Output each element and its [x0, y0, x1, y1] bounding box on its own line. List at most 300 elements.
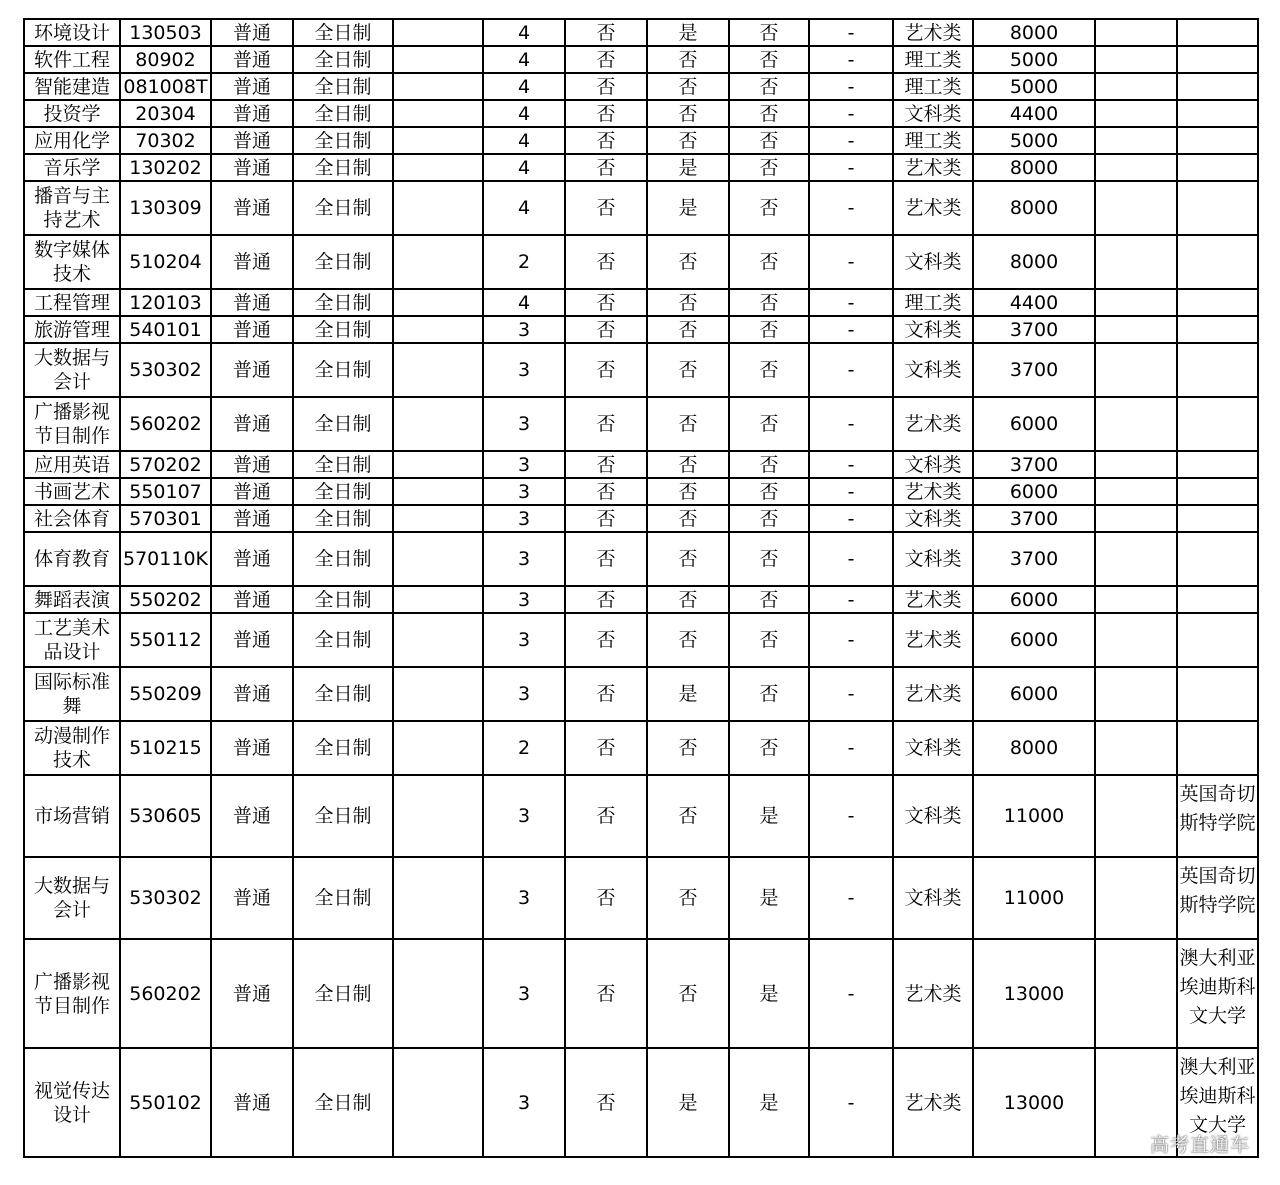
cell-partner	[1177, 154, 1258, 181]
watermark-text: 高考直通车	[1149, 1134, 1250, 1156]
cell-major: 应用英语	[24, 451, 120, 478]
cell-fee: 6000	[973, 667, 1095, 721]
cell-extra	[393, 181, 483, 235]
cell-category: 理工类	[893, 289, 973, 316]
cell-dash: -	[809, 775, 893, 857]
cell-years: 3	[483, 397, 565, 451]
cell-fee: 3700	[973, 505, 1095, 532]
cell-fee: 8000	[973, 181, 1095, 235]
cell-mode: 全日制	[293, 316, 393, 343]
cell-years: 3	[483, 857, 565, 939]
cell-c1: 否	[565, 667, 647, 721]
cell-c2: 否	[647, 397, 729, 451]
cell-c2: 否	[647, 721, 729, 775]
cell-extra	[393, 1048, 483, 1157]
cell-mode: 全日制	[293, 397, 393, 451]
cell-c3: 否	[729, 397, 809, 451]
cell-extra	[393, 289, 483, 316]
cell-code: 081008T	[120, 73, 211, 100]
cell-major: 应用化学	[24, 127, 120, 154]
cell-level: 普通	[211, 857, 293, 939]
cell-code: 130309	[120, 181, 211, 235]
cell-fee: 6000	[973, 397, 1095, 451]
cell-category: 文科类	[893, 505, 973, 532]
cell-note	[1095, 505, 1177, 532]
cell-note	[1095, 73, 1177, 100]
cell-category: 理工类	[893, 46, 973, 73]
table-row	[24, 1048, 1258, 1157]
cell-level: 普通	[211, 505, 293, 532]
cell-partner	[1177, 181, 1258, 235]
cell-category: 文科类	[893, 451, 973, 478]
cell-mode: 全日制	[293, 289, 393, 316]
cell-note	[1095, 181, 1177, 235]
cell-partner	[1177, 397, 1258, 451]
cell-dash: -	[809, 397, 893, 451]
cell-partner	[1177, 451, 1258, 478]
table-row	[24, 181, 1258, 235]
cell-dash: -	[809, 532, 893, 586]
cell-note	[1095, 397, 1177, 451]
cell-mode: 全日制	[293, 667, 393, 721]
cell-c2: 否	[647, 451, 729, 478]
cell-dash: -	[809, 613, 893, 667]
cell-c1: 否	[565, 316, 647, 343]
cell-fee: 13000	[973, 1048, 1095, 1157]
table-row	[24, 775, 1258, 857]
cell-major: 旅游管理	[24, 316, 120, 343]
cell-extra	[393, 73, 483, 100]
table-row	[24, 667, 1258, 721]
cell-extra	[393, 532, 483, 586]
cell-major: 动漫制作技术	[24, 721, 120, 775]
table-row	[24, 127, 1258, 154]
cell-level: 普通	[211, 613, 293, 667]
cell-c1: 否	[565, 235, 647, 289]
cell-major: 智能建造	[24, 73, 120, 100]
cell-c1: 否	[565, 181, 647, 235]
cell-note	[1095, 775, 1177, 857]
cell-extra	[393, 19, 483, 46]
cell-partner	[1177, 721, 1258, 775]
cell-level: 普通	[211, 586, 293, 613]
cell-extra	[393, 316, 483, 343]
cell-category: 艺术类	[893, 667, 973, 721]
programs-table	[23, 18, 1259, 1158]
cell-mode: 全日制	[293, 775, 393, 857]
cell-extra	[393, 721, 483, 775]
cell-extra	[393, 100, 483, 127]
cell-c1: 否	[565, 19, 647, 46]
cell-category: 艺术类	[893, 397, 973, 451]
cell-category: 文科类	[893, 775, 973, 857]
cell-major: 广播影视节目制作	[24, 397, 120, 451]
cell-c2: 否	[647, 289, 729, 316]
cell-partner	[1177, 316, 1258, 343]
cell-major: 环境设计	[24, 19, 120, 46]
cell-partner	[1177, 478, 1258, 505]
cell-code: 570202	[120, 451, 211, 478]
cell-c2: 是	[647, 181, 729, 235]
cell-mode: 全日制	[293, 46, 393, 73]
cell-level: 普通	[211, 19, 293, 46]
cell-major: 市场营销	[24, 775, 120, 857]
cell-years: 4	[483, 19, 565, 46]
cell-mode: 全日制	[293, 100, 393, 127]
cell-mode: 全日制	[293, 73, 393, 100]
cell-dash: -	[809, 127, 893, 154]
table-row	[24, 532, 1258, 586]
cell-level: 普通	[211, 532, 293, 586]
cell-partner	[1177, 586, 1258, 613]
cell-note	[1095, 451, 1177, 478]
cell-years: 4	[483, 127, 565, 154]
table-row	[24, 343, 1258, 397]
cell-category: 理工类	[893, 127, 973, 154]
cell-note	[1095, 100, 1177, 127]
cell-level: 普通	[211, 775, 293, 857]
cell-c3: 否	[729, 289, 809, 316]
cell-major: 舞蹈表演	[24, 586, 120, 613]
cell-partner	[1177, 46, 1258, 73]
cell-major: 投资学	[24, 100, 120, 127]
cell-years: 3	[483, 478, 565, 505]
cell-c2: 否	[647, 775, 729, 857]
cell-extra	[393, 127, 483, 154]
cell-code: 530302	[120, 857, 211, 939]
cell-note	[1095, 316, 1177, 343]
cell-category: 文科类	[893, 235, 973, 289]
cell-dash: -	[809, 451, 893, 478]
cell-extra	[393, 939, 483, 1048]
cell-extra	[393, 343, 483, 397]
cell-c3: 是	[729, 1048, 809, 1157]
table-row	[24, 721, 1258, 775]
cell-years: 3	[483, 667, 565, 721]
cell-c1: 否	[565, 397, 647, 451]
cell-mode: 全日制	[293, 939, 393, 1048]
cell-level: 普通	[211, 181, 293, 235]
cell-c3: 否	[729, 100, 809, 127]
cell-code: 570110K	[120, 532, 211, 586]
cell-c3: 否	[729, 532, 809, 586]
cell-c2: 否	[647, 586, 729, 613]
cell-fee: 3700	[973, 451, 1095, 478]
cell-fee: 11000	[973, 775, 1095, 857]
cell-partner	[1177, 505, 1258, 532]
cell-note	[1095, 939, 1177, 1048]
table-row	[24, 154, 1258, 181]
cell-level: 普通	[211, 667, 293, 721]
cell-fee: 5000	[973, 127, 1095, 154]
cell-level: 普通	[211, 100, 293, 127]
cell-extra	[393, 667, 483, 721]
cell-mode: 全日制	[293, 154, 393, 181]
cell-major: 广播影视节目制作	[24, 939, 120, 1048]
cell-partner	[1177, 343, 1258, 397]
cell-years: 4	[483, 181, 565, 235]
table-row	[24, 857, 1258, 939]
cell-mode: 全日制	[293, 19, 393, 46]
cell-c3: 否	[729, 721, 809, 775]
cell-fee: 4400	[973, 100, 1095, 127]
cell-code: 530605	[120, 775, 211, 857]
cell-c2: 否	[647, 100, 729, 127]
cell-c3: 是	[729, 939, 809, 1048]
cell-major: 数字媒体技术	[24, 235, 120, 289]
cell-category: 文科类	[893, 343, 973, 397]
cell-years: 3	[483, 505, 565, 532]
cell-c3: 否	[729, 46, 809, 73]
table-row	[24, 100, 1258, 127]
cell-category: 艺术类	[893, 939, 973, 1048]
cell-dash: -	[809, 857, 893, 939]
cell-note	[1095, 127, 1177, 154]
cell-extra	[393, 505, 483, 532]
cell-extra	[393, 857, 483, 939]
cell-fee: 3700	[973, 316, 1095, 343]
cell-code: 510204	[120, 235, 211, 289]
cell-code: 80902	[120, 46, 211, 73]
cell-dash: -	[809, 19, 893, 46]
cell-dash: -	[809, 1048, 893, 1157]
cell-c1: 否	[565, 100, 647, 127]
cell-c2: 否	[647, 478, 729, 505]
cell-code: 510215	[120, 721, 211, 775]
cell-major: 国际标准舞	[24, 667, 120, 721]
cell-category: 文科类	[893, 721, 973, 775]
cell-c2: 否	[647, 343, 729, 397]
cell-c1: 否	[565, 505, 647, 532]
cell-level: 普通	[211, 235, 293, 289]
cell-years: 3	[483, 939, 565, 1048]
cell-fee: 4400	[973, 289, 1095, 316]
cell-c3: 否	[729, 478, 809, 505]
cell-c2: 是	[647, 19, 729, 46]
cell-dash: -	[809, 73, 893, 100]
cell-c3: 否	[729, 73, 809, 100]
cell-c2: 否	[647, 73, 729, 100]
cell-dash: -	[809, 721, 893, 775]
cell-years: 4	[483, 46, 565, 73]
cell-c1: 否	[565, 857, 647, 939]
cell-mode: 全日制	[293, 532, 393, 586]
cell-years: 4	[483, 154, 565, 181]
cell-level: 普通	[211, 343, 293, 397]
cell-level: 普通	[211, 1048, 293, 1157]
cell-mode: 全日制	[293, 721, 393, 775]
cell-code: 550102	[120, 1048, 211, 1157]
cell-dash: -	[809, 939, 893, 1048]
cell-note	[1095, 667, 1177, 721]
cell-partner	[1177, 289, 1258, 316]
cell-level: 普通	[211, 154, 293, 181]
cell-code: 570301	[120, 505, 211, 532]
cell-c1: 否	[565, 343, 647, 397]
cell-dash: -	[809, 343, 893, 397]
cell-c2: 否	[647, 939, 729, 1048]
cell-extra	[393, 235, 483, 289]
cell-code: 560202	[120, 939, 211, 1048]
cell-code: 130503	[120, 19, 211, 46]
cell-note	[1095, 532, 1177, 586]
cell-major: 视觉传达设计	[24, 1048, 120, 1157]
cell-mode: 全日制	[293, 181, 393, 235]
cell-category: 艺术类	[893, 613, 973, 667]
cell-note	[1095, 235, 1177, 289]
cell-fee: 11000	[973, 857, 1095, 939]
cell-category: 艺术类	[893, 478, 973, 505]
cell-mode: 全日制	[293, 127, 393, 154]
cell-c1: 否	[565, 46, 647, 73]
cell-fee: 8000	[973, 154, 1095, 181]
cell-extra	[393, 397, 483, 451]
cell-partner	[1177, 73, 1258, 100]
cell-dash: -	[809, 46, 893, 73]
cell-c1: 否	[565, 289, 647, 316]
cell-code: 130202	[120, 154, 211, 181]
cell-c2: 否	[647, 532, 729, 586]
cell-years: 3	[483, 775, 565, 857]
cell-note	[1095, 343, 1177, 397]
cell-category: 艺术类	[893, 1048, 973, 1157]
cell-category: 艺术类	[893, 181, 973, 235]
cell-level: 普通	[211, 127, 293, 154]
cell-c2: 否	[647, 316, 729, 343]
cell-c3: 否	[729, 127, 809, 154]
cell-code: 550107	[120, 478, 211, 505]
cell-partner	[1177, 235, 1258, 289]
cell-mode: 全日制	[293, 505, 393, 532]
cell-category: 艺术类	[893, 154, 973, 181]
cell-c3: 是	[729, 775, 809, 857]
cell-c1: 否	[565, 451, 647, 478]
cell-note	[1095, 586, 1177, 613]
table-row	[24, 505, 1258, 532]
cell-c2: 否	[647, 235, 729, 289]
cell-extra	[393, 775, 483, 857]
cell-partner: 澳大利亚埃迪斯科文大学	[1177, 1048, 1258, 1157]
cell-mode: 全日制	[293, 586, 393, 613]
cell-mode: 全日制	[293, 451, 393, 478]
cell-c2: 否	[647, 127, 729, 154]
cell-c1: 否	[565, 1048, 647, 1157]
cell-mode: 全日制	[293, 478, 393, 505]
cell-mode: 全日制	[293, 343, 393, 397]
cell-extra	[393, 586, 483, 613]
cell-category: 文科类	[893, 532, 973, 586]
cell-category: 理工类	[893, 73, 973, 100]
cell-extra	[393, 613, 483, 667]
cell-note	[1095, 721, 1177, 775]
cell-category: 文科类	[893, 100, 973, 127]
cell-c2: 否	[647, 46, 729, 73]
cell-c1: 否	[565, 586, 647, 613]
cell-code: 550202	[120, 586, 211, 613]
cell-level: 普通	[211, 721, 293, 775]
cell-extra	[393, 478, 483, 505]
table-row	[24, 289, 1258, 316]
table-row	[24, 19, 1258, 46]
cell-level: 普通	[211, 316, 293, 343]
cell-c1: 否	[565, 73, 647, 100]
cell-years: 3	[483, 532, 565, 586]
table-row	[24, 46, 1258, 73]
cell-major: 软件工程	[24, 46, 120, 73]
cell-years: 4	[483, 73, 565, 100]
cell-major: 体育教育	[24, 532, 120, 586]
cell-note	[1095, 19, 1177, 46]
cell-code: 530302	[120, 343, 211, 397]
cell-dash: -	[809, 154, 893, 181]
cell-mode: 全日制	[293, 1048, 393, 1157]
cell-fee: 5000	[973, 46, 1095, 73]
cell-years: 3	[483, 586, 565, 613]
cell-c3: 否	[729, 316, 809, 343]
cell-c1: 否	[565, 532, 647, 586]
table-row	[24, 316, 1258, 343]
cell-note	[1095, 857, 1177, 939]
cell-partner	[1177, 127, 1258, 154]
table-row	[24, 586, 1258, 613]
cell-fee: 8000	[973, 19, 1095, 46]
cell-dash: -	[809, 100, 893, 127]
cell-major: 工艺美术品设计	[24, 613, 120, 667]
cell-major: 社会体育	[24, 505, 120, 532]
cell-c3: 否	[729, 343, 809, 397]
cell-extra	[393, 154, 483, 181]
cell-c3: 否	[729, 154, 809, 181]
cell-dash: -	[809, 667, 893, 721]
cell-extra	[393, 451, 483, 478]
cell-mode: 全日制	[293, 857, 393, 939]
cell-fee: 3700	[973, 343, 1095, 397]
cell-c3: 是	[729, 857, 809, 939]
cell-dash: -	[809, 235, 893, 289]
cell-c1: 否	[565, 127, 647, 154]
cell-fee: 6000	[973, 613, 1095, 667]
cell-extra	[393, 46, 483, 73]
cell-years: 3	[483, 343, 565, 397]
cell-category: 文科类	[893, 316, 973, 343]
cell-c1: 否	[565, 154, 647, 181]
cell-dash: -	[809, 505, 893, 532]
cell-major: 工程管理	[24, 289, 120, 316]
cell-major: 播音与主持艺术	[24, 181, 120, 235]
cell-level: 普通	[211, 73, 293, 100]
cell-fee: 3700	[973, 532, 1095, 586]
cell-c2: 否	[647, 857, 729, 939]
table-row	[24, 397, 1258, 451]
cell-level: 普通	[211, 451, 293, 478]
cell-major: 大数据与会计	[24, 343, 120, 397]
cell-c3: 否	[729, 613, 809, 667]
table-row	[24, 613, 1258, 667]
cell-fee: 6000	[973, 586, 1095, 613]
cell-c1: 否	[565, 721, 647, 775]
cell-partner	[1177, 532, 1258, 586]
table-row	[24, 451, 1258, 478]
cell-mode: 全日制	[293, 613, 393, 667]
cell-partner	[1177, 667, 1258, 721]
cell-years: 4	[483, 289, 565, 316]
table-row	[24, 73, 1258, 100]
cell-major: 大数据与会计	[24, 857, 120, 939]
cell-fee: 8000	[973, 235, 1095, 289]
cell-code: 550209	[120, 667, 211, 721]
cell-partner	[1177, 613, 1258, 667]
cell-years: 2	[483, 721, 565, 775]
